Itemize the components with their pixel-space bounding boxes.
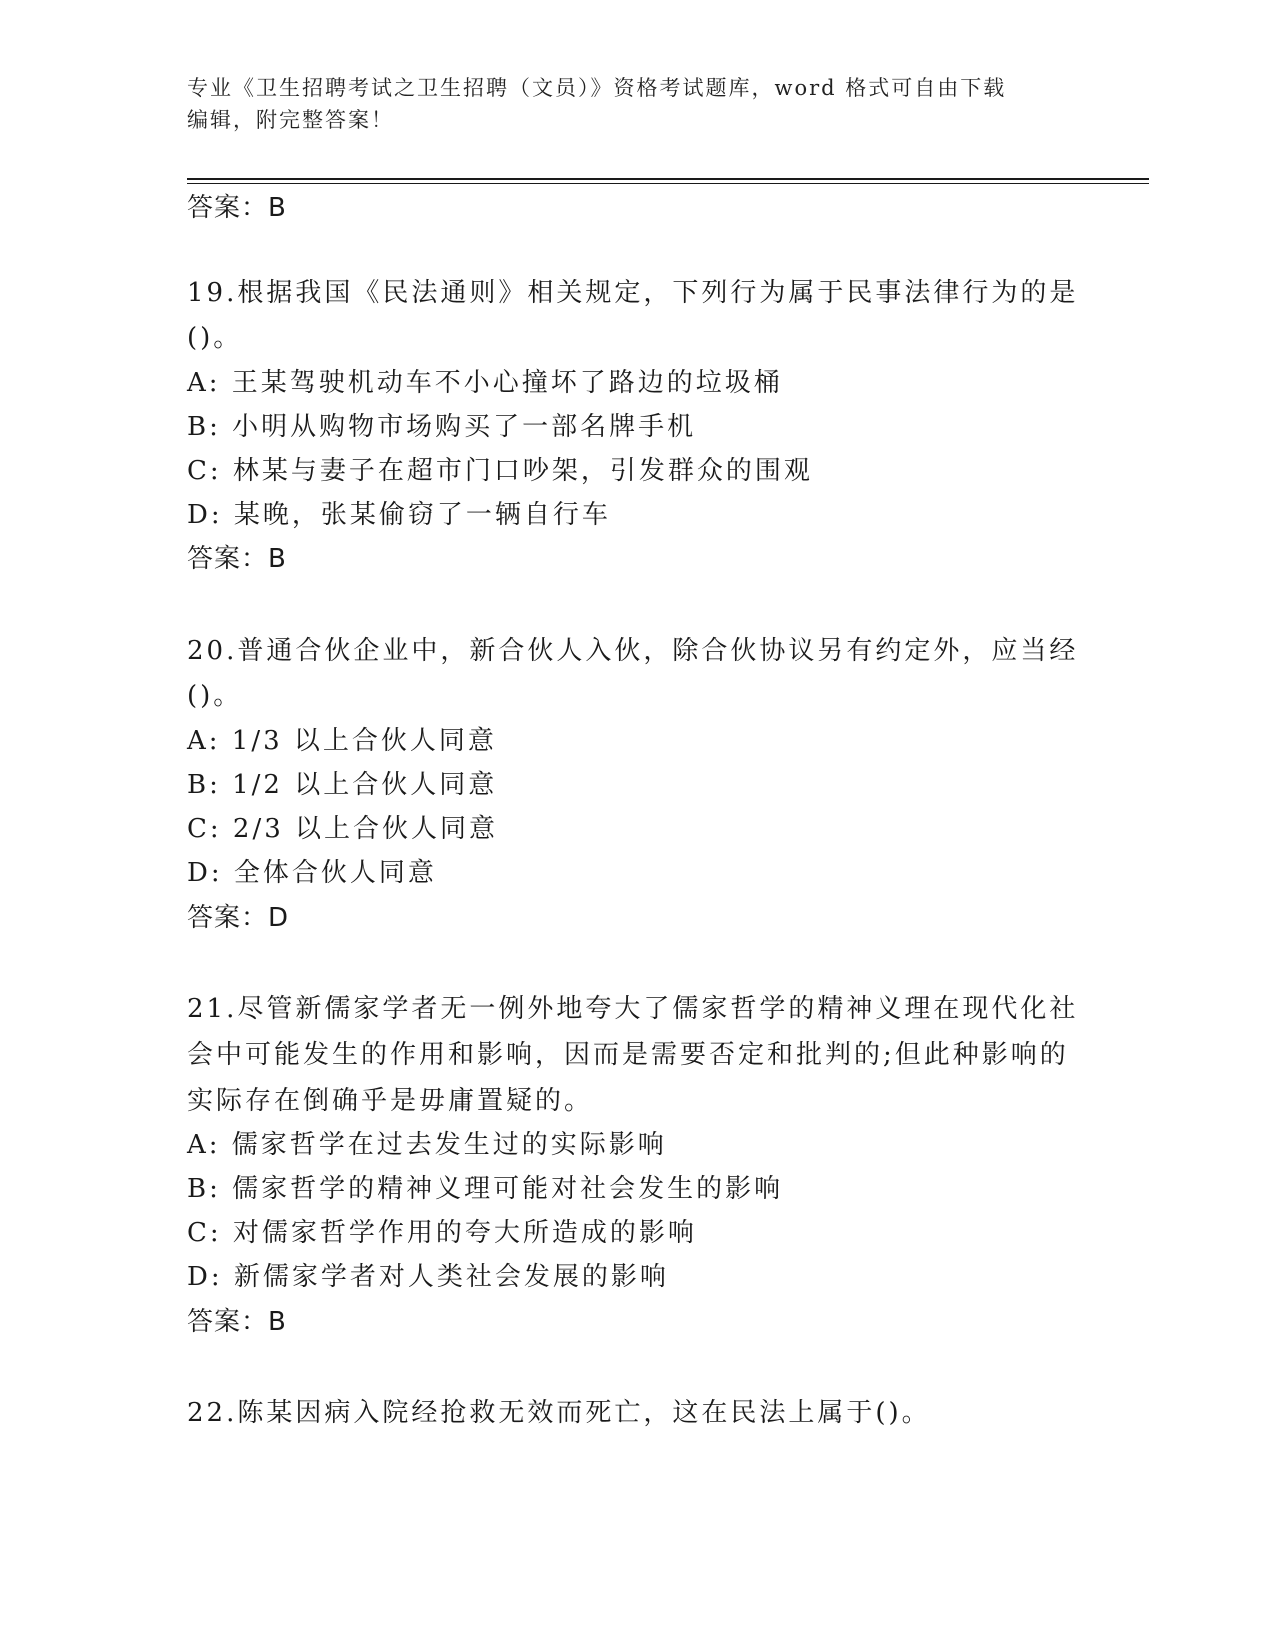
question-21-option-a: A: 儒家哲学在过去发生过的实际影响 bbox=[187, 1130, 667, 1160]
question-21-answer: 答案：B bbox=[187, 1307, 287, 1337]
question-21-option-b: B: 儒家哲学的精神义理可能对社会发生的影响 bbox=[187, 1174, 784, 1204]
question-20-option-d: D: 全体合伙人同意 bbox=[187, 858, 437, 888]
question-22-text: 22.陈某因病入院经抢救无效而死亡，这在民法上属于()。 bbox=[187, 1398, 931, 1428]
header-divider-thin bbox=[187, 183, 1149, 184]
answer-line: 答案：B bbox=[187, 193, 287, 223]
question-20-option-a: A: 1/3 以上合伙人同意 bbox=[187, 726, 497, 756]
header-divider bbox=[187, 178, 1149, 180]
header-line-1: 专业《卫生招聘考试之卫生招聘（文员）》资格考试题库，word 格式可自由下载 bbox=[187, 76, 1007, 100]
question-19-text: 19.根据我国《民法通则》相关规定，下列行为属于民事法律行为的是 bbox=[187, 278, 1079, 308]
question-20-option-c: C: 2/3 以上合伙人同意 bbox=[187, 814, 499, 844]
question-19-text: ()。 bbox=[187, 323, 243, 353]
question-20-text: ()。 bbox=[187, 681, 243, 711]
question-21-text: 会中可能发生的作用和影响，因而是需要否定和批判的;但此种影响的 bbox=[187, 1040, 1069, 1070]
question-19-option-d: D: 某晚，张某偷窃了一辆自行车 bbox=[187, 500, 611, 530]
question-19-option-c: C: 林某与妻子在超市门口吵架，引发群众的围观 bbox=[187, 456, 813, 486]
question-21-option-d: D: 新儒家学者对人类社会发展的影响 bbox=[187, 1262, 669, 1292]
page-header bbox=[187, 72, 1087, 136]
question-21-text: 21.尽管新儒家学者无一例外地夸大了儒家哲学的精神义理在现代化社 bbox=[187, 994, 1079, 1024]
question-19-option-b: B: 小明从购物市场购买了一部名牌手机 bbox=[187, 412, 697, 442]
question-21-option-c: C: 对儒家哲学作用的夸大所造成的影响 bbox=[187, 1218, 697, 1248]
header-line-2: 编辑，附完整答案！ bbox=[187, 108, 394, 132]
question-20-text: 20.普通合伙企业中，新合伙人入伙，除合伙协议另有约定外，应当经 bbox=[187, 636, 1079, 666]
question-20-option-b: B: 1/2 以上合伙人同意 bbox=[187, 770, 498, 800]
question-19-answer: 答案：B bbox=[187, 544, 287, 574]
question-19-option-a: A: 王某驾驶机动车不小心撞坏了路边的垃圾桶 bbox=[187, 368, 783, 398]
question-21-text: 实际存在倒确乎是毋庸置疑的。 bbox=[187, 1086, 594, 1116]
question-20-answer: 答案：D bbox=[187, 903, 290, 933]
